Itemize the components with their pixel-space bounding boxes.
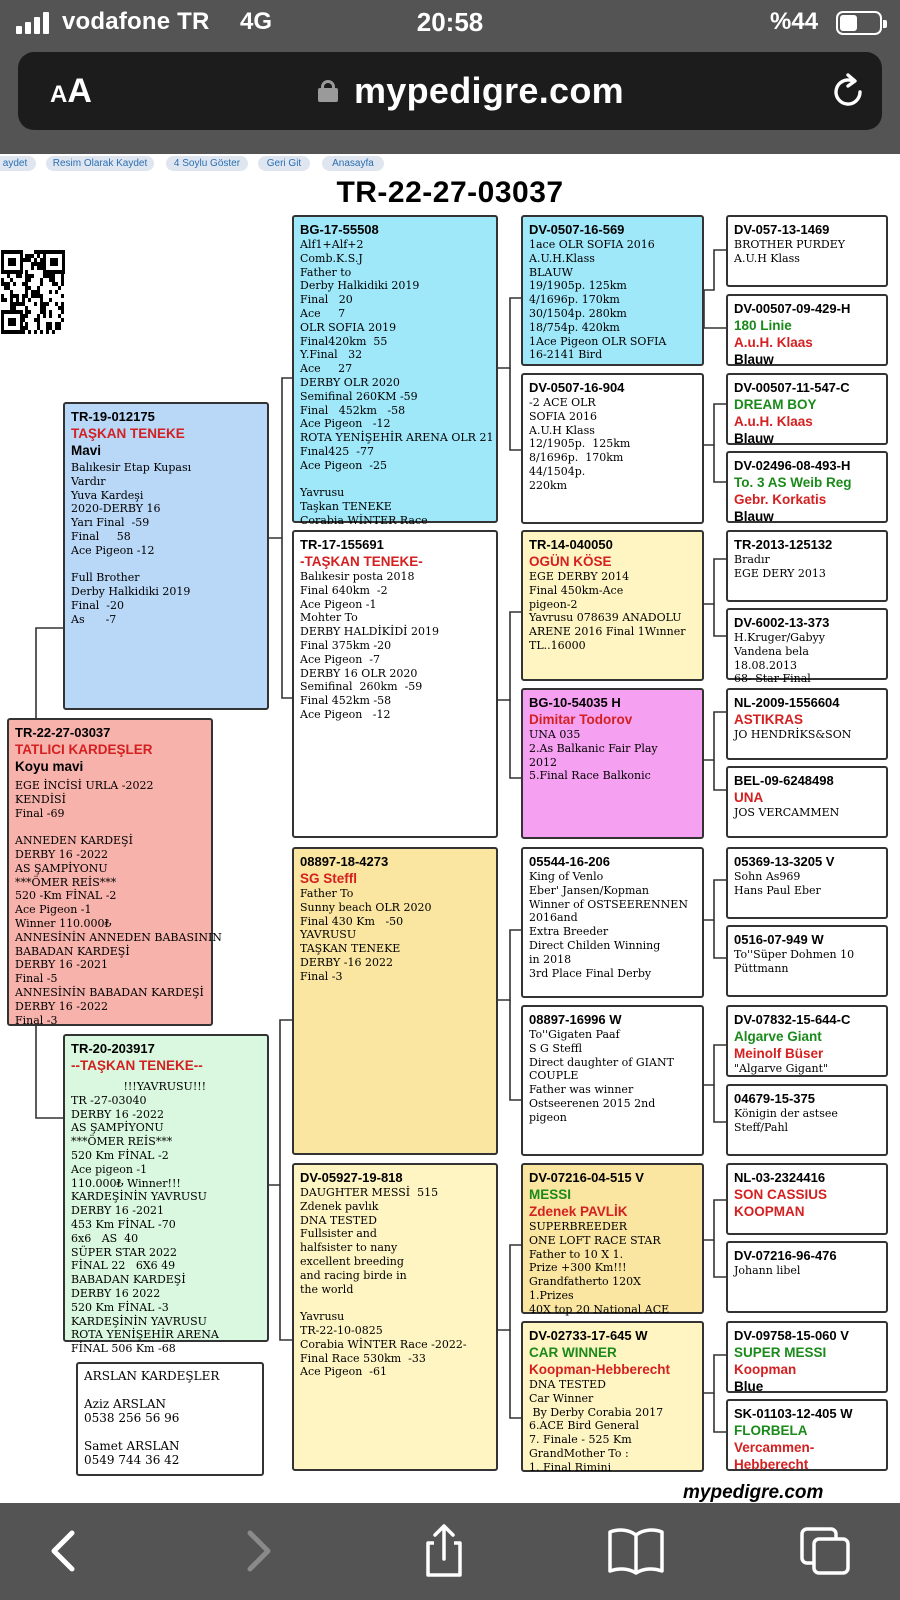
ring-number: BEL-09-6248498 <box>734 773 834 788</box>
forward-icon[interactable] <box>228 1523 288 1579</box>
pedigree-card-dss[interactable] <box>521 847 704 998</box>
bird-info: Königin der astsee Steff/Pahl <box>734 1107 838 1134</box>
home-button[interactable]: Anasayfa <box>322 156 384 171</box>
bird-info: King of Venlo Eber' Jansen/Kopman Winner of OSTSEERENNEN 2016and Extra Breeder Direct Childen Winning in 2018 3rd Place Final Derby <box>529 870 688 980</box>
bird-name: ASTIKRAS <box>734 712 804 727</box>
pedigree-card-ssds[interactable] <box>726 373 888 445</box>
pedigree-card-sddd[interactable] <box>726 766 888 838</box>
ring-number: 08897-16996 W <box>529 1012 622 1027</box>
carrier-name: vodafone TR <box>62 8 210 35</box>
pedigree-card-sssd[interactable] <box>726 294 888 366</box>
pedigree-card-dds[interactable] <box>521 1163 704 1314</box>
bird-color: Blue <box>734 1379 764 1394</box>
ring-number: DV-0507-16-569 <box>529 222 625 237</box>
bird-info: H.Kruger/Gabyy Vandena bela 18.08.2013 68- Star Final <box>734 631 825 686</box>
pedigree-card-ssd[interactable] <box>521 373 704 524</box>
ring-number: TR-14-040050 <box>529 537 613 552</box>
pedigree-card-subject[interactable] <box>7 718 222 1027</box>
ring-number: DV-0507-16-904 <box>529 380 625 395</box>
bird-name: TAŞKAN TENEKE <box>71 426 185 441</box>
breeder-name: Gebr. Korkatis <box>734 492 827 507</box>
go-back-button[interactable]: Geri Git <box>258 156 310 171</box>
bird-info: "Algarve Gigant" <box>734 1062 829 1075</box>
breeder-name: A.u.H. Klaas <box>734 414 813 429</box>
ring-number: DV-00507-11-547-C <box>734 380 850 395</box>
ring-number: TR-2013-125132 <box>734 537 833 552</box>
bird-info: SUPERBREEDER ONE LOFT RACE STAR Father to 10 X 1. Prize +300 Km!!! Grandfatherto 120X 1.Prizes 40X top 20 National ACE <box>529 1220 670 1316</box>
breeder-name: Meinolf Büser <box>734 1046 824 1061</box>
pedigree-card-dsdd[interactable] <box>726 1084 888 1156</box>
pedigree-card-ddsd[interactable] <box>726 1241 888 1313</box>
pedigree-card-ss[interactable] <box>292 215 498 527</box>
ring-number: SK-01103-12-405 W <box>734 1406 853 1421</box>
bird-info: EGE DERBY 2014 Final 450km-Ace pigeon-2 Yavrusu 078639 ANADOLU ARENE 2016 Final 1Wınner TL..16000 <box>529 570 686 652</box>
pedigree-card-ddds[interactable] <box>726 1321 888 1393</box>
ring-number: DV-07216-96-476 <box>734 1248 837 1263</box>
bird-color: Blauw <box>734 431 774 446</box>
pedigree-card-dddd[interactable] <box>726 1399 888 1471</box>
bird-info: Father To Sunny beach OLR 2020 Final 430 Km -50 YAVRUSU TAŞKAN TENEKE DERBY -16 2022 Final -3 <box>300 887 432 983</box>
bird-info: 1ace OLR SOFIA 2016 A.U.H.Klass BLAUW 19/1905p. 125km 4/1696p. 170km 30/1504p. 280km 18/754p. 420km 1Ace Pigeon OLR SOFIA 16-2141 Bird <box>529 238 667 362</box>
bird-name: To. 3 AS Weib Reg <box>734 475 852 490</box>
ring-number: 0516-07-949 W <box>734 932 824 947</box>
ring-number: TR-20-203917 <box>71 1041 155 1056</box>
bird-name: SON CASSIUS <box>734 1187 828 1202</box>
pedigree-card-dsss[interactable] <box>726 847 888 919</box>
ring-number: DV-05927-19-818 <box>300 1170 403 1185</box>
ring-number: 05369-13-3205 V <box>734 854 835 869</box>
pedigree-card-ddss[interactable] <box>726 1163 888 1235</box>
back-icon[interactable] <box>34 1523 94 1579</box>
bird-color: Mavi <box>71 443 102 458</box>
bird-name: 180 Linie <box>734 318 792 333</box>
pedigree-card-sdds[interactable] <box>726 688 888 760</box>
bird-info: DAUGHTER MESSİ 515 Zdenek pavlık DNA TESTED Fullsister and halfsister to nany excellent breeding and racing birde in the world Yavrusu TR-22-10-0825 Corabia WİNTER Race -2022- Final Race 530km -33 Ace Pigeon -61 <box>300 1186 467 1379</box>
breeder-name: Koopman <box>734 1362 797 1377</box>
bird-name: SUPER MESSI <box>734 1345 827 1360</box>
bird-name: Algarve Giant <box>734 1029 822 1044</box>
bookmarks-icon[interactable] <box>606 1523 666 1579</box>
pedigree-card-dsds[interactable] <box>726 1005 888 1077</box>
ring-number: DV-02733-17-645 W <box>529 1328 648 1343</box>
pedigree-card-dd[interactable] <box>292 1163 498 1471</box>
ring-number: TR-17-155691 <box>300 537 384 552</box>
bird-info: JO HENDRİKS&SON <box>734 728 852 741</box>
text-size-button[interactable]: AA <box>50 72 92 110</box>
bird-info: To''Gigaten Paaf S G Steffl Direct daughter of GIANT COUPLE Father was winner Ostseerenen 2015 2nd pigeon <box>529 1028 674 1124</box>
bird-name: --TAŞKAN TENEKE-- <box>71 1058 203 1073</box>
pedigree-card-sd[interactable] <box>292 530 498 838</box>
pedigree-card-sds[interactable] <box>521 530 704 681</box>
ring-number: DV-00507-09-429-H <box>734 301 851 316</box>
bird-info: To''Süper Dohmen 10 Püttmann <box>734 948 855 975</box>
pedigree-card-ssdd[interactable] <box>726 451 888 523</box>
bird-color: Blauw <box>734 352 774 367</box>
breeder-name: Vercammen- <box>734 1440 815 1455</box>
breeder-name: A.u.H. Klaas <box>734 335 813 350</box>
pedigree-card-dam[interactable] <box>63 1034 269 1356</box>
ring-number: TR-22-27-03037 <box>15 725 111 740</box>
bird-info: !!!YAVRUSU!!! TR -27-03040 DERBY 16 -2022 AS ŞAMPİYONU ***ÖMER REİS*** 520 Km FİNAL -2 Ace pigeon -1 110.000₺ Winner!!! KARDEŞİNİN YAVRUSU DERBY 16 -2021 453 Km FİNAL -70 6x6 AS 40 SÜPER STAR 2022 FİNAL 22 6X6 49 BABADAN KARDEŞİ DERBY 16 2022 520 Km FİNAL -3 KARDEŞİNİN YAVRUSU ROTA YENİŞEHİR ARENA FİNAL 506 Km -68 <box>71 1080 219 1356</box>
ring-number: 05544-16-206 <box>529 854 610 869</box>
bird-info: UNA 035 2.As Balkanic Fair Play 2012 5.Final Race Balkonic <box>529 728 658 783</box>
bird-info: Alf1+Alf+2 Comb.K.S.J Father to Derby Halkidiki 2019 Final 20 Ace 7 OLR SOFIA 2019 Final420km 55 Y.Final 32 Ace 27 DERBY OLR 2020 Semifinal 260KM -59 Final 452km -58 Ace Pigeon -12 ROTA YENİŞEHİR ARENA OLR 21 Fınal425 -77 Ace Pigeon -25 Yavrusu Taşkan TENEKE Corabia WİNTER Race <box>300 238 494 527</box>
bird-info: Bradır EGE DERY 2013 <box>734 553 826 580</box>
breeder-name: Zdenek PAVLİK <box>529 1204 628 1219</box>
contact-info: ARSLAN KARDEŞLER Aziz ARSLAN 0538 256 56 96 Samet ARSLAN 0549 744 36 42 <box>84 1369 220 1467</box>
site-logo: mypedigre.com <box>683 1482 824 1503</box>
show-four-generations-button[interactable]: 4 Soylu Göster <box>166 156 248 171</box>
bird-name: Dimitar Todorov <box>529 712 633 727</box>
ring-number: NL-03-2324416 <box>734 1170 826 1185</box>
browser-toolbar <box>0 1503 900 1600</box>
bird-info: Sohn As969 Hans Paul Eber <box>734 870 821 897</box>
ring-number: BG-10-54035 H <box>529 695 621 710</box>
contact-box <box>76 1362 264 1476</box>
pedigree-title: TR-22-27-03037 <box>336 176 564 209</box>
bird-info: -2 ACE OLR SOFIA 2016 A.U.H Klass 12/1905p. 125km 8/1696p. 170km 44/1504p. 220km <box>529 396 631 492</box>
bird-name: FLORBELA <box>734 1423 808 1438</box>
pedigree-card-dsd[interactable] <box>521 1005 704 1156</box>
bird-name: CAR WINNER <box>529 1345 617 1360</box>
bird-name: SG Steffl <box>300 871 358 886</box>
pedigree-card-sire[interactable] <box>63 402 269 710</box>
ring-number: DV-02496-08-493-H <box>734 458 851 473</box>
pedigree-card-sdd[interactable] <box>521 688 704 839</box>
pedigree-card-ssss[interactable] <box>726 215 888 287</box>
ring-number: DV-09758-15-060 V <box>734 1328 849 1343</box>
pedigree-card-sss[interactable] <box>521 215 704 366</box>
ring-number: DV-07832-15-644-C <box>734 1012 851 1027</box>
pedigree-card-ddd[interactable] <box>521 1321 704 1472</box>
ring-number: BG-17-55508 <box>300 222 379 237</box>
ring-number: TR-19-012175 <box>71 409 155 424</box>
bird-name: MESSI <box>529 1187 572 1202</box>
battery-percent: %44 <box>770 8 819 35</box>
ring-number: NL-2009-1556604 <box>734 695 840 710</box>
pedigree-card-sdsd[interactable] <box>726 608 888 686</box>
breeder-name: KOOPMAN <box>734 1204 805 1219</box>
ring-number: DV-6002-13-373 <box>734 615 830 630</box>
pedigree-card-dssd[interactable] <box>726 925 888 997</box>
save-as-image-button[interactable]: Resim Olarak Kaydet <box>46 156 154 171</box>
bird-info: BROTHER PURDEY A.U.H Klass <box>734 238 845 265</box>
bird-name: DREAM BOY <box>734 397 817 412</box>
bird-info: Balıkesir Etap Kupası Vardır Yuva Kardeşi 2020-DERBY 16 Yarı Final -59 Final 58 Ace Pigeon -12 Full Brother Derby Halkidiki 2019 Final -20 As -7 <box>71 461 192 626</box>
url-domain[interactable]: mypedigre.com <box>354 70 624 111</box>
ring-number: DV-07216-04-515 V <box>529 1170 644 1185</box>
clock: 20:58 <box>416 7 484 37</box>
bird-color: Koyu mavi <box>15 759 84 774</box>
bird-info: Johann libel <box>734 1264 801 1277</box>
bird-color: Blauw <box>734 509 774 524</box>
share-icon[interactable] <box>414 1523 474 1579</box>
network-type: 4G <box>240 8 273 35</box>
bird-info: Balıkesir posta 2018 Final 640km -2 Ace Pigeon -1 Mohter To DERBY HALDİKİDİ 2019 Final 375km -20 Ace Pigeon -7 DERBY 16 OLR 2020 Semifinal 260km -59 Final 452km -58 Ace Pigeon -12 <box>300 570 440 721</box>
pedigree-card-sdss[interactable] <box>726 530 888 602</box>
bird-info: DNA TESTED Car Winner By Derby Corabia 2017 6.ACE Bird General 7. Finale - 525 Km GrandMother To : 1. Final Rimini <box>529 1378 664 1474</box>
ring-number: 08897-18-4273 <box>300 854 389 869</box>
pedigree-card-ds[interactable] <box>292 847 498 1155</box>
ring-number: 04679-15-375 <box>734 1091 815 1106</box>
bird-name: -TAŞKAN TENEKE- <box>300 554 423 569</box>
bird-name: UNA <box>734 790 764 805</box>
save-button[interactable]: aydet <box>0 156 36 171</box>
ring-number: DV-057-13-1469 <box>734 222 830 237</box>
breeder-name-2: Hebberecht <box>734 1457 809 1472</box>
tabs-icon[interactable] <box>796 1523 856 1579</box>
bird-name: TATLICI KARDEŞLER <box>15 742 153 757</box>
bird-info: EGE İNCİSİ URLA -2022 KENDİSİ Final -69 ANNEDEN KARDEŞİ DERBY 16 -2022 AS ŞAMPİYONU ***ÖMER REİS*** 520 -Km FİNAL -2 Ace Pigeon -1 Winner 110.000₺ ANNESİNİN ANNEDEN BABASININ BABADAN KARDEŞİ DERBY 16 -2021 Final -5 ANNESİNİN BABADAN KARDEŞİ DERBY 16 -2022 Final -3 <box>15 779 222 1027</box>
breeder-name: Koopman-Hebberecht <box>529 1362 671 1377</box>
bird-info: JOS VERCAMMEN <box>734 806 840 819</box>
bird-name: OGÜN KÖSE <box>529 554 612 569</box>
